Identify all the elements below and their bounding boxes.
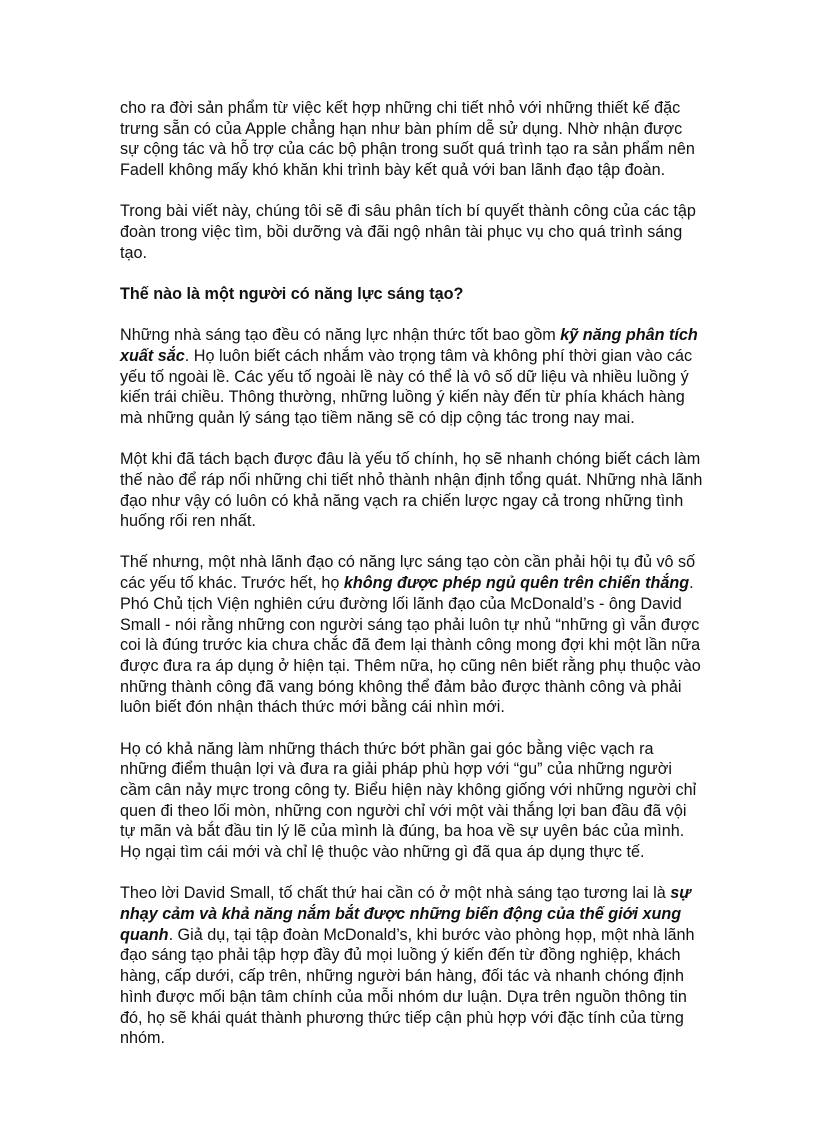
paragraph-challenges [120, 739, 704, 863]
text-segment: Theo lời David Small, tố chất thứ hai cần có ở một nhà sáng tạo tương lai là [120, 884, 671, 903]
text-segment: Thế nhưng, một nhà lãnh đạo có năng lực sáng tạo còn cần phải hội tụ đủ vô số các yếu tố khác. Trước hết, họ [120, 553, 696, 593]
paragraph-analytical-skills [120, 325, 704, 429]
paragraph-sensitivity [120, 883, 704, 1049]
text-segment: . Họ luôn biết cách nhắm vào trọng tâm và không phí thời gian vào các yếu tố ngoài lề. Các yếu tố ngoài lề này có thể là vô số dữ liệu và nhiều luồng ý kiến trái chiều. Thông thường, những luồng ý kiến này đến từ phía khách hàng mà những quản lý sáng tạo tiềm năng sẽ có dịp cộng tác trong nay mai. [120, 346, 693, 427]
emphasis-text: kỹ năng phân tích xuất sắc [120, 326, 698, 365]
paragraph-no-complacency [120, 552, 704, 718]
text-segment: cho ra đời sản phẩm từ việc kết hợp những chi tiết nhỏ với những thiết kế đặc trưng sẵn có của Apple chẳng hạn như bàn phím dễ sử dụng. Nhờ nhận được sự cộng tác và hỗ trợ của các bộ phận trong suốt quá trình tạo ra sản phẩm nên Fadell không mấy khó khăn khi trình bày kết quả với ban lãnh đạo tập đoàn. [120, 99, 695, 180]
paragraph-strategy [120, 449, 704, 532]
text-segment: Một khi đã tách bạch được đâu là yếu tố chính, họ sẽ nhanh chóng biết cách làm thế nào để ráp nối những chi tiết nhỏ thành nhận định tổng quát. Những nhà lãnh đạo như vậy có luôn có khả năng vạch ra chiến lược ngay cả trong những tình huống rối ren nhất. [120, 450, 703, 531]
paragraph-intro-continued [120, 98, 704, 181]
section-heading [120, 284, 704, 305]
text-segment: . Giả dụ, tại tập đoàn McDonald’s, khi bước vào phòng họp, một nhà lãnh đạo sáng tạo phải tập hợp đầy đủ mọi luồng ý kiến đến từ đồng nghiệp, khách hàng, cấp dưới, cấp trên, những người bán hàng, đối tác và nhanh chóng định hình được mối bận tâm chính của mỗi nhóm dư luận. Dựa trên nguồn thông tin đó, họ sẽ khái quát thành phương thức tiếp cận phù hợp với đặc tính của từng nhóm. [120, 925, 695, 1048]
paragraph-article-scope [120, 201, 704, 263]
text-segment: Họ có khả năng làm những thách thức bớt phần gai góc bằng việc vạch ra những điểm thuận lợi và đưa ra giải pháp phù hợp với “gu” của những người cầm cân nảy mực trong công ty. Biểu hiện này không giống với những người chỉ quen đi theo lối mòn, những con người chỉ với một vài thắng lợi ban đầu đã vội tự mãn và bắt đầu tin lý lẽ của mình là đúng, ba hoa về sự uyên bác của mình. Họ ngại tìm cái mới và chỉ lệ thuộc vào những gì đã qua áp dụng thực tế. [120, 739, 697, 862]
emphasis-text: không được phép ngủ quên trên chiến thắng [343, 574, 690, 593]
text-segment: . Phó Chủ tịch Viện nghiên cứu đường lối lãnh đạo của McDonald’s - ông David Small - nói rằng những con người sáng tạo phải luôn tự nhủ “những gì vẫn được coi là đúng trước kia chưa chắc đã đem lại thành công mong đợi khi một lần nữa được đưa ra áp dụng ở hiện tại. Thêm nữa, họ cũng nên biết rằng phụ thuộc vào những thành công đã vang bóng không thể đảm bảo được thành công và phải luôn biết đón nhận thách thức mới bằng cái nhìn mới. [120, 574, 701, 717]
text-segment: Những nhà sáng tạo đều có năng lực nhận thức tốt bao gồm [120, 326, 561, 345]
emphasis-text: sự nhạy cảm và khả năng nắm bắt được những biến động của thế giới xung quanh [120, 884, 691, 944]
heading-text: Thế nào là một người có năng lực sáng tạo? [120, 284, 464, 303]
text-segment: Trong bài viết này, chúng tôi sẽ đi sâu phân tích bí quyết thành công của các tập đoàn trong việc tìm, bồi dưỡng và đãi ngộ nhân tài phục vụ cho quá trình sáng tạo. [120, 202, 696, 262]
